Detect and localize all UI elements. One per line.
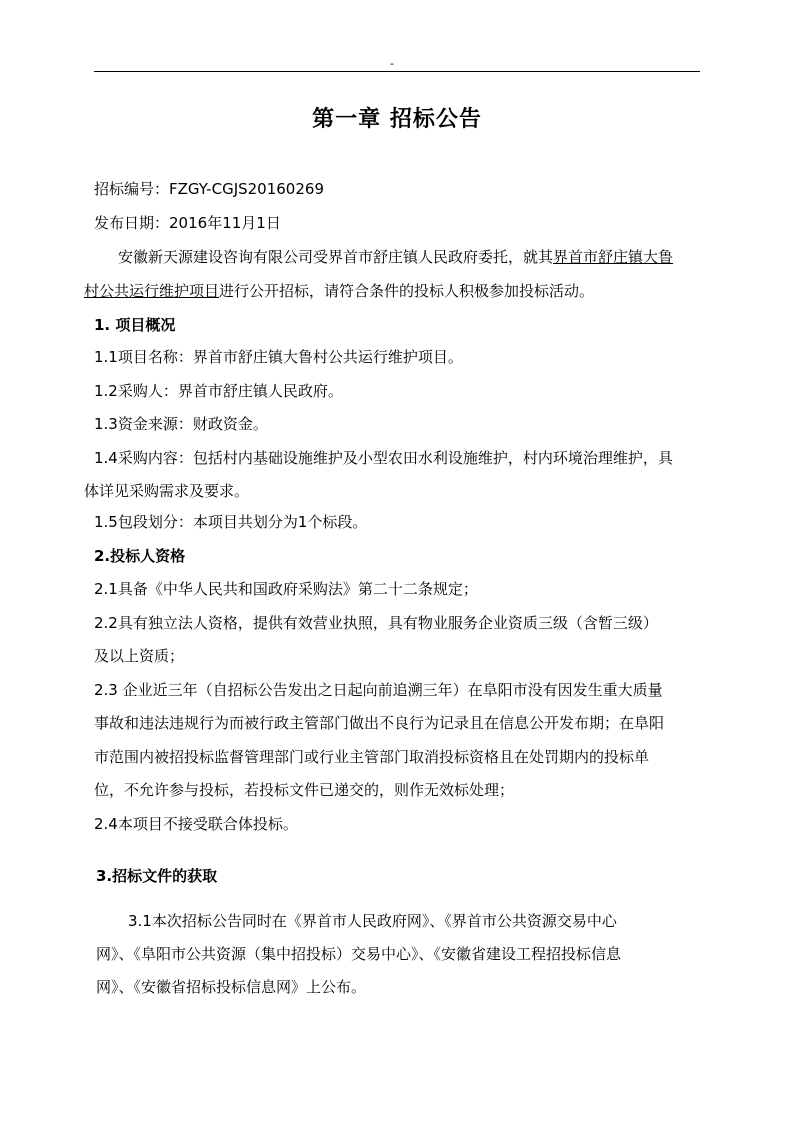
- publish-date-line: [94, 212, 281, 234]
- publish-date-value: 2016年11月1日: [169, 214, 281, 232]
- section-2-line-7: 位，不允许参与投标，若投标文件已递交的，则作无效标处理；: [94, 781, 515, 799]
- intro-line-2: [84, 280, 594, 302]
- tender-number-value: FZGY-CGJS20160269: [169, 180, 324, 198]
- header-mark: -: [390, 57, 394, 70]
- section-1-item-4-cont: 体详见采购需求及要求。: [84, 482, 250, 500]
- section-2-line-1: 2.1具备《中华人民共和国政府采购法》第二十二条规定；: [94, 580, 478, 598]
- tender-number-label: 招标编号：: [94, 180, 170, 198]
- section-2-line-4: 2.3 企业近三年（自招标公告发出之日起向前追溯三年）在阜阳市没有因发生重大质量: [94, 681, 663, 699]
- section-2-line-6: 市范围内被招投标监督管理部门或行业主管部门取消投标资格且在处罚期内的投标单: [94, 748, 650, 766]
- chapter-title: 第一章 招标公告: [312, 107, 482, 132]
- section-2-line-8: 2.4本项目不接受联合体投标。: [94, 815, 298, 833]
- section-2-line-2: 2.2具有独立法人资格，提供有效营业执照，具有物业服务企业资质三级（含暂三级）: [94, 614, 658, 632]
- intro-text-1: 安徽新天源建设咨询有限公司受界首市舒庄镇人民政府委托，就其: [118, 248, 554, 266]
- section-1-item-4: 1.4采购内容：包括村内基础设施维护及小型农田水利设施维护，村内环境治理维护，具: [94, 449, 673, 467]
- section-1-heading: 1. 项目概况: [94, 316, 176, 334]
- section-1-item-5: 1.5包段划分：本项目共划分为1个标段。: [94, 513, 368, 531]
- tender-number-line: [94, 178, 324, 200]
- section-3-line-2: 网》、《阜阳市公共资源（集中招投标）交易中心》、《安徽省建设工程招投标信息: [96, 945, 622, 963]
- project-name-link-part-2: 村公共运行维护项目: [84, 282, 220, 300]
- section-2-line-5: 事故和违法违规行为而被行政主管部门做出不良行为记录且在信息公开发布期；在阜阳: [94, 714, 665, 732]
- section-3-line-1: 3.1本次招标公告同时在《界首市人民政府网》、《界首市公共资源交易中心: [128, 912, 617, 930]
- publish-date-label: 发布日期：: [94, 214, 170, 232]
- section-2-line-3: 及以上资质；: [94, 647, 185, 665]
- intro-text-2: 进行公开招标，请符合条件的投标人积极参加投标活动。: [219, 282, 595, 300]
- intro-line-1: [118, 246, 673, 268]
- section-2-heading: 2.投标人资格: [94, 547, 186, 565]
- section-3-line-3: 网》、《安徽省招标投标信息网》上公布。: [96, 978, 367, 996]
- section-1-item-1: 1.1项目名称：界首市舒庄镇大鲁村公共运行维护项目。: [94, 348, 463, 366]
- section-1-item-2: 1.2采购人：界首市舒庄镇人民政府。: [94, 382, 343, 400]
- project-name-link-part-1: 界首市舒庄镇大鲁: [553, 248, 674, 266]
- section-3-heading: 3.招标文件的获取: [96, 867, 218, 885]
- section-1-item-3: 1.3资金来源：财政资金。: [94, 415, 268, 433]
- header-rule: [94, 71, 700, 72]
